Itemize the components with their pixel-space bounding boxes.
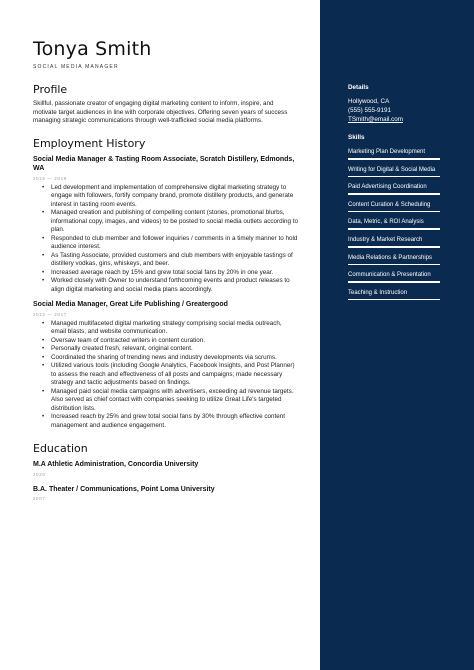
job-bullet: • Responded to club member and follower inquiries / comments in a timely manner to hold audience interest.: [33, 235, 298, 252]
job-dates: 2013 — 2017: [33, 311, 67, 317]
job-dates: 2018 — 2019: [33, 175, 67, 181]
skill-label: Teaching & Instruction: [348, 289, 408, 296]
job-bullet: • Led development and implementation of comprehensive digital marketing strategy to engage with followers, fortify company brand, promote distillery products, and generate interest in tasting room events.: [33, 184, 298, 210]
skill-bar: [348, 246, 440, 248]
job-bullet: • Increased average reach by 15% and grew total social fans by 20% in one year.: [33, 269, 298, 278]
job-bullet: • Worked closely with Owner to understand forthcoming events and product releases to align digital marketing and social media plans accordingly.: [33, 277, 298, 294]
skill-label: Communication & Presentation: [348, 272, 431, 279]
education-section: [33, 442, 298, 502]
employment-section: [33, 137, 298, 431]
education-heading: Education: [33, 442, 88, 455]
skill-label: Data, Metric, & ROI Analysis: [348, 219, 424, 226]
skill-bar: [348, 176, 440, 178]
job-entry: [33, 155, 298, 295]
job-bullet: • Managed multifaceted digital marketing strategy comprising social media outreach, email blasts, and website communication.: [33, 320, 298, 337]
skill-item: [348, 148, 460, 160]
skill-bar: [348, 158, 440, 160]
profile-section: [33, 83, 298, 126]
skill-bar: [348, 264, 440, 266]
skill-item: [348, 166, 460, 178]
job-bullet-list: [33, 320, 298, 431]
job-entry: [33, 300, 298, 430]
skill-label: Marketing Plan Development: [348, 149, 426, 155]
education-entry: [33, 485, 298, 503]
job-bullet: • Managed creation and publishing of compelling content (stories, promotional blurbs, informational copy, images, and videos) to be posted to social media outlets according to plan.: [33, 209, 298, 235]
job-bullet: • As Tasting Associate, provided customers and club members with enjoyable tastings of distillery vodkas, gins, whiskeys, and beer.: [33, 252, 298, 269]
degree-title: B.A. Theater / Communications, Point Loma University: [33, 485, 215, 493]
skill-bar: [348, 281, 440, 283]
skill-item: [348, 201, 460, 213]
candidate-name: Tonya Smith: [33, 38, 152, 60]
job-title: Social Media Manager, Great Life Publishing / Greatergood: [33, 301, 228, 308]
skill-item: [348, 254, 460, 266]
skill-bar: [348, 193, 440, 195]
job-bullet: • Personally created fresh, relevant, original content.: [33, 345, 298, 354]
email-link[interactable]: TSmith@email.com: [348, 116, 404, 123]
skills-section: [348, 134, 460, 300]
skill-label: Content Curation & Scheduling: [348, 201, 431, 208]
skill-bar: [348, 299, 440, 301]
degree-title: M.A Athletic Administration, Concordia University: [33, 461, 199, 468]
education-entry: [33, 460, 298, 478]
skill-label: Industry & Market Research: [348, 236, 423, 243]
degree-year: 2020: [33, 471, 46, 477]
skill-item: [348, 236, 460, 248]
skill-label: Media Relations & Partnerships: [348, 254, 433, 261]
details-heading: Details: [348, 84, 369, 91]
job-bullet-list: [33, 184, 298, 295]
job-bullet: • Utilized various tools (including Google Analytics, Facebook Insights, and Post Planner) to assess the reach and effectiveness of all posts and campaigns; made necessary strategy and tactic adjustments based on findings.: [33, 362, 298, 388]
skill-bar: [348, 211, 440, 213]
skill-item: [348, 218, 460, 230]
job-title: Social Media Manager & Tasting Room Associate, Scratch Distillery, Edmonds, WA: [33, 155, 295, 172]
job-role: SOCIAL MEDIA MANAGER: [33, 64, 119, 70]
resume-sidebar: [320, 0, 474, 670]
skill-label: Paid Advertising Coordination: [348, 184, 427, 191]
employment-heading: Employment History: [33, 136, 146, 150]
job-bullet: • Oversaw team of contracted writers in content curation.: [33, 337, 298, 346]
job-bullet: • Managed paid social media campaigns with advertisers, exceeding ad revenue targets. Also served as chief contact with companies seeking to utilize Great Life's targeted distribution lists.: [33, 388, 298, 414]
skill-item: [348, 289, 460, 301]
job-bullet: • Coordinated the sharing of trending news and industry developments via scrums.: [33, 354, 298, 363]
skill-item: [348, 183, 460, 195]
skills-heading: Skills: [348, 134, 365, 141]
skill-item: [348, 271, 460, 283]
skill-label: Writing for Digital & Social Media: [348, 166, 436, 173]
details-section: [348, 84, 460, 124]
profile-text: Skillful, passionate creator of engaging digital marketing content to inform, inspire, and motivate target audiences in line with corporate objectives. Offering seven years of success managing strategic communications through well-trafficked social media platforms.: [33, 100, 288, 124]
skills-list: [348, 148, 460, 300]
job-bullet: • Increased reach by 25% and grew total social fans by 30% through effective content management and audience engagement.: [33, 413, 298, 430]
phone-text: (555) 555-9191: [348, 107, 392, 114]
skill-bar: [348, 228, 440, 230]
degree-year: 2007: [33, 496, 46, 501]
location-text: Hollywood, CA: [348, 98, 390, 105]
profile-heading: Profile: [33, 83, 68, 96]
